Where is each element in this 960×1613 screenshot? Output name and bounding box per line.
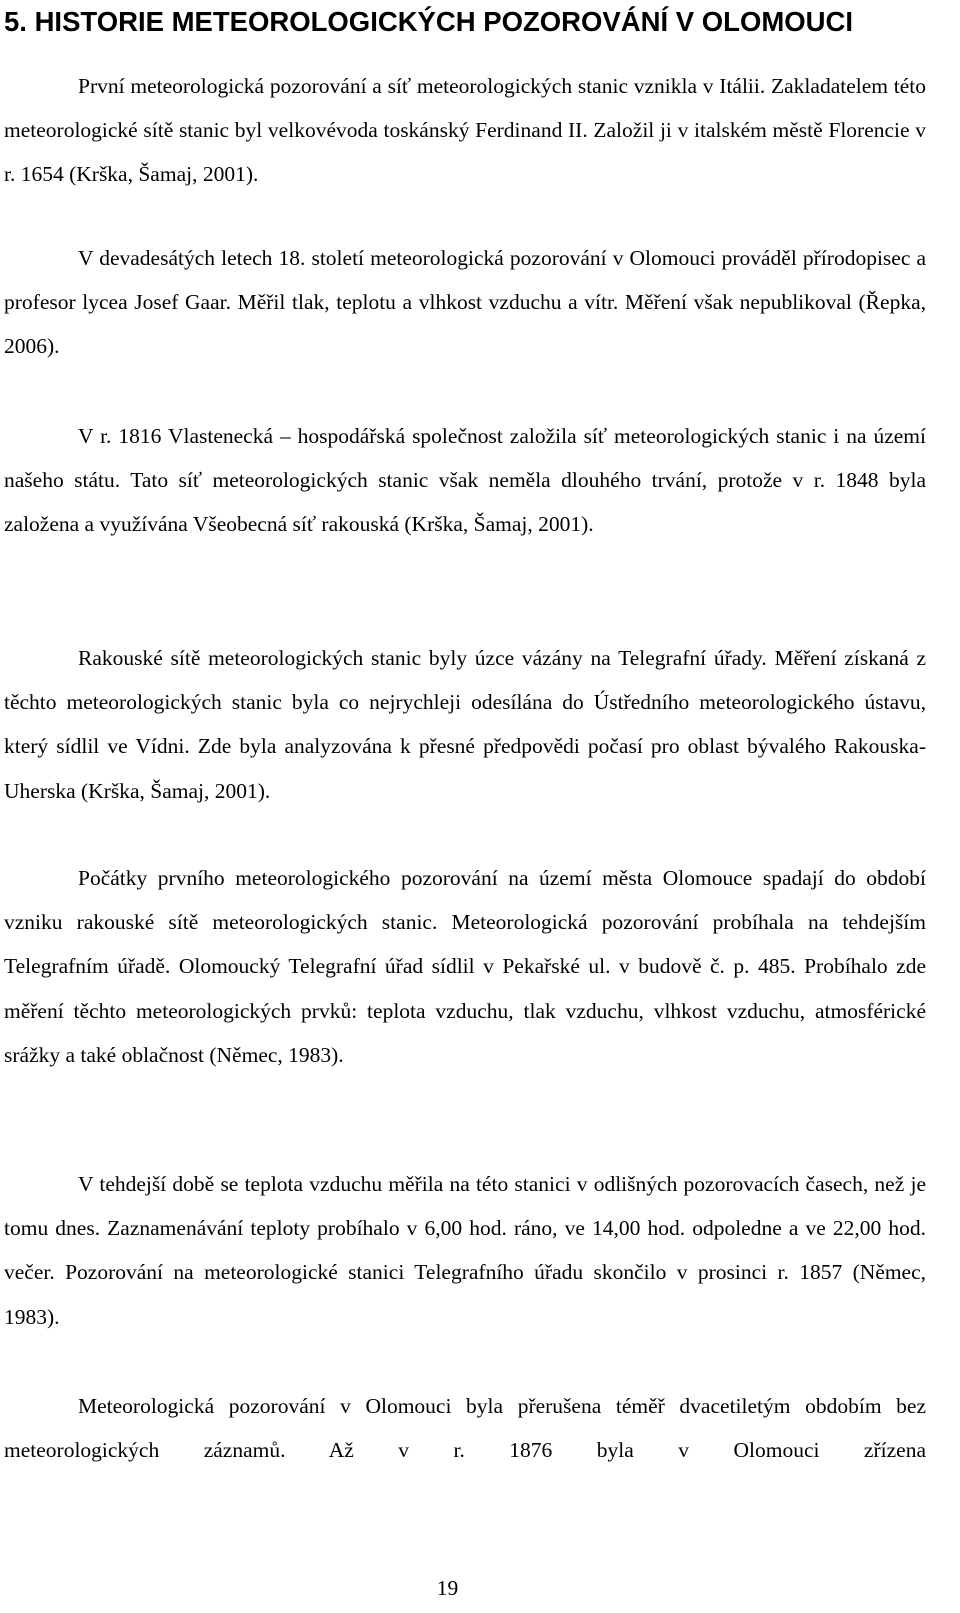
paragraph-italy-origins: První meteorologická pozorování a síť meteorologických stanic vznikla v Itálii. Zakladatelem této meteorologické sítě stanic byl velkovévoda toskánský Ferdinand II. Založil ji v italském městě Florencie v r. 1654 (Krška, Šamaj, 2001). bbox=[4, 74, 926, 187]
section-heading: 5. HISTORIE METEOROLOGICKÝCH POZOROVÁNÍ V OLOMOUCI bbox=[4, 6, 853, 37]
paragraph-vlastenecka-spolecnost: V r. 1816 Vlastenecká – hospodářská společnost založila síť meteorologických stanic i na území našeho státu. Tato síť meteorologických stanic však neměla dlouhého trvání, protože v r. 1848 byla založena a využívána Všeobecná síť rakouská (Krška, Šamaj, 2001). bbox=[4, 424, 926, 537]
page-number: 19 bbox=[436, 1576, 459, 1600]
paragraph-observation-times: V tehdejší době se teplota vzduchu měřila na této stanici v odlišných pozorovacích časech, než je tomu dnes. Zaznamenávání teploty probíhalo v 6,00 hod. ráno, ve 14,00 hod. odpoledne a ve 22,00 hod. večer. Pozorování na meteorologické stanici Telegrafního úřadu skončilo v prosinci r. 1857 (Němec, 1983). bbox=[4, 1172, 926, 1329]
paragraph-interruption: Meteorologická pozorování v Olomouci byla přerušena téměř dvacetiletým obdobím bez meteorologických záznamů. Až v r. 1876 byla v Olomouci zřízena bbox=[4, 1394, 926, 1463]
paragraph-olomouc-beginnings: Počátky prvního meteorologického pozorování na území města Olomouce spadají do období vzniku rakouské sítě meteorologických stanic. Meteorologická pozorování probíhala na tehdejším Telegrafním úřadě. Olomoucký Telegrafní úřad sídlil v Pekařské ul. v budově č. p. 485. Probíhalo zde měření těchto meteorologických prvků: teplota vzduchu, tlak vzduchu, vlhkost vzduchu, atmosférické srážky a také oblačnost (Němec, 1983). bbox=[4, 866, 926, 1067]
paragraph-austrian-network: Rakouské sítě meteorologických stanic byly úzce vázány na Telegrafní úřady. Měření získaná z těchto meteorologických stanic byla co nejrychleji odesílána do Ústředního meteorologického ústavu, který sídlil ve Vídni. Zde byla analyzována k přesné předpovědi počasí pro oblast bývalého Rakouska-Uherska (Krška, Šamaj, 2001). bbox=[4, 646, 926, 803]
paragraph-josef-gaar: V devadesátých letech 18. století meteorologická pozorování v Olomouci prováděl přírodopisec a profesor lycea Josef Gaar. Měřil tlak, teplotu a vlhkost vzduchu a vítr. Měření však nepublikoval (Řepka, 2006). bbox=[4, 246, 926, 359]
